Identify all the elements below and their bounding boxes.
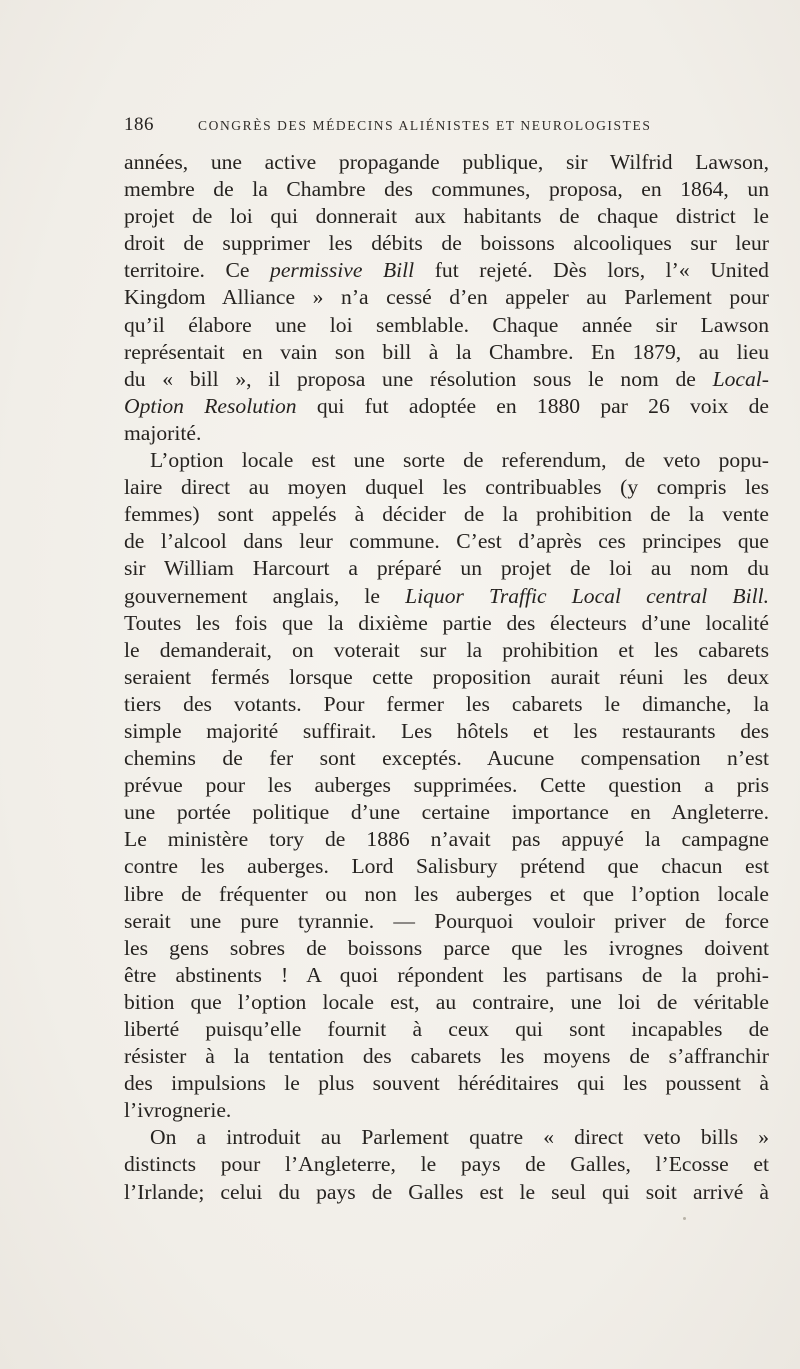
- body-text: [124, 149, 769, 1206]
- text-run: être abstinents ! A quoi répondent les partisans de la prohi-: [124, 962, 769, 987]
- text-run: qu’il élabore une loi semblable. Chaque année sir Lawson: [124, 312, 769, 337]
- text-line: [124, 908, 769, 935]
- text-line: [124, 1097, 769, 1124]
- text-line: [124, 989, 769, 1016]
- text-run: serait une pure tyrannie. — Pourquoi vouloir priver de force: [124, 908, 769, 933]
- text-run: du « bill », il proposa une résolution sous le nom de: [124, 366, 713, 391]
- page-number: 186: [124, 114, 154, 135]
- text-line: [124, 149, 769, 176]
- text-line: [124, 203, 769, 230]
- text-run: seraient fermés lorsque cette proposition aurait réuni les deux: [124, 664, 769, 689]
- text-line: [124, 610, 769, 637]
- text-run: des impulsions le plus souvent héréditaires qui les poussent à: [124, 1071, 769, 1096]
- text-line: [124, 799, 769, 826]
- text-run: les gens sobres de boissons parce que les ivrognes doivent: [124, 935, 769, 960]
- text-line: [124, 935, 769, 962]
- text-run: Toutes les fois que la dixième partie des électeurs d’une localité: [124, 610, 769, 635]
- text-line: [124, 555, 769, 582]
- text-line: [124, 447, 769, 474]
- text-run: bition que l’option locale est, au contraire, une loi de véritable: [124, 989, 769, 1014]
- text-line: [124, 637, 769, 664]
- text-run: simple majorité suffirait. Les hôtels et les restaurants des: [124, 718, 769, 743]
- text-line: [124, 474, 769, 501]
- text-run: sir William Harcourt a préparé un projet de loi au nom du: [124, 556, 769, 581]
- text-line: [124, 826, 769, 853]
- text-run: L’option locale est une sorte de referendum, de veto popu-: [150, 448, 769, 473]
- text-line: [124, 691, 769, 718]
- text-run: Kingdom Alliance » n’a cessé d’en appeler au Parlement pour: [124, 285, 769, 310]
- text-run: l’Irlande; celui du pays de Galles est le seul qui soit arrivé à: [124, 1179, 769, 1204]
- italic-title: Local-: [712, 366, 769, 391]
- text-run: laire direct au moyen duquel les contribuables (y compris les: [124, 475, 769, 500]
- text-run: fut rejeté. Dès lors, l’« United: [414, 258, 769, 283]
- text-run: de l’alcool dans leur commune. C’est d’après ces principes que: [124, 529, 769, 554]
- paper-speck: [683, 1217, 686, 1220]
- text-run: chemins de fer sont exceptés. Aucune compensation n’est: [124, 746, 769, 771]
- text-line: [124, 339, 769, 366]
- text-line: [124, 664, 769, 691]
- text-run: libre de fréquenter ou non les auberges et que l’option locale: [124, 881, 769, 906]
- text-run: le demanderait, on voterait sur la prohibition et les cabarets: [124, 637, 769, 662]
- text-run: majorité.: [124, 420, 202, 445]
- running-title: CONGRÈS DES MÉDECINS ALIÉNISTES ET NEUROLOGISTES: [198, 118, 652, 133]
- text-line: [124, 501, 769, 528]
- text-line: [124, 257, 769, 284]
- text-line: [124, 745, 769, 772]
- text-line: [124, 1016, 769, 1043]
- text-run: prévue pour les auberges supprimées. Cette question a pris: [124, 773, 769, 798]
- text-run: On a introduit au Parlement quatre « direct veto bills »: [150, 1125, 769, 1150]
- text-run: femmes) sont appelés à décider de la prohibition de la vente: [124, 502, 769, 527]
- italic-title: Option Resolution: [124, 393, 297, 418]
- text-run: Le ministère tory de 1886 n’avait pas appuyé la campagne: [124, 827, 769, 852]
- page-header: [124, 114, 684, 136]
- text-run: gouvernement anglais, le: [124, 583, 406, 608]
- text-run: tiers des votants. Pour fermer les cabarets le dimanche, la: [124, 691, 769, 716]
- text-line: [124, 1070, 769, 1097]
- text-line: [124, 962, 769, 989]
- text-run: une portée politique d’une certaine importance en Angleterre.: [124, 800, 769, 825]
- text-run: résister à la tentation des cabarets les moyens de s’affranchir: [124, 1044, 769, 1069]
- text-line: [124, 1124, 769, 1151]
- text-run: contre les auberges. Lord Salisbury prétend que chacun est: [124, 854, 769, 879]
- text-line: [124, 1043, 769, 1070]
- text-run: projet de loi qui donnerait aux habitants de chaque district le: [124, 204, 769, 229]
- text-line: [124, 853, 769, 880]
- text-line: [124, 366, 769, 393]
- text-line: [124, 420, 769, 447]
- text-line: [124, 881, 769, 908]
- text-run: distincts pour l’Angleterre, le pays de Galles, l’Ecosse et: [124, 1152, 769, 1177]
- text-run: qui fut adoptée en 1880 par 26 voix de: [296, 393, 769, 418]
- text-run: liberté puisqu’elle fournit à ceux qui sont incapables de: [124, 1017, 769, 1041]
- text-line: [124, 1179, 769, 1206]
- text-line: [124, 718, 769, 745]
- text-line: [124, 393, 769, 420]
- text-line: [124, 284, 769, 311]
- italic-title: Liquor Traffic Local central Bill.: [405, 583, 769, 608]
- text-line: [124, 230, 769, 257]
- text-line: [124, 176, 769, 203]
- text-line: [124, 312, 769, 339]
- text-line: [124, 1151, 769, 1178]
- text-run: représentait en vain son bill à la Chambre. En 1879, au lieu: [124, 339, 769, 364]
- text-line: [124, 528, 769, 555]
- text-run: droit de supprimer les débits de boissons alcooliques sur leur: [124, 231, 769, 256]
- text-run: territoire. Ce: [124, 258, 271, 283]
- text-run: l’ivrognerie.: [124, 1098, 232, 1123]
- text-line: [124, 772, 769, 799]
- text-run: années, une active propagande publique, sir Wilfrid Lawson,: [124, 150, 769, 174]
- text-run: membre de la Chambre des communes, proposa, en 1864, un: [124, 177, 769, 202]
- italic-title: permissive Bill: [270, 258, 415, 283]
- text-line: [124, 583, 769, 610]
